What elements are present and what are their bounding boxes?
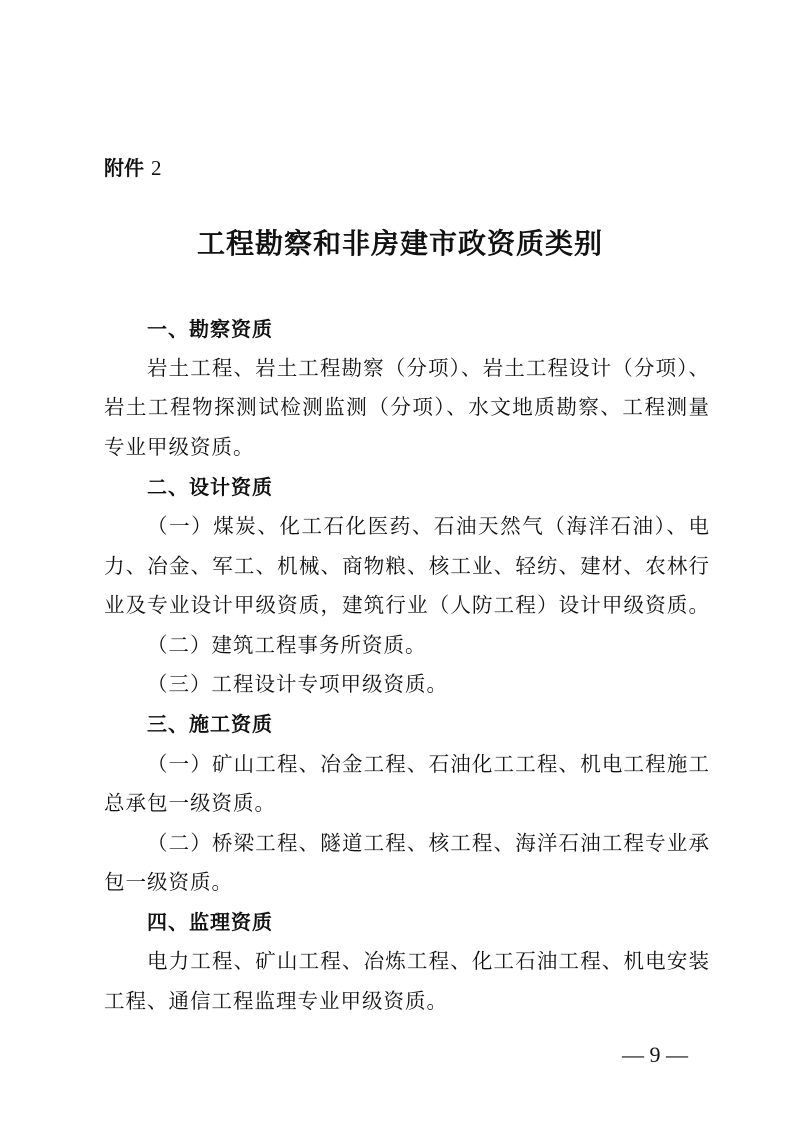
paragraph-line: （一）煤炭、化工石化医药、石油天然气（海洋石油）、电 xyxy=(147,514,710,538)
paragraph-line: （三）工程设计专项甲级资质。 xyxy=(147,672,448,696)
paragraph-line: 力、冶金、军工、机械、商物粮、核工业、轻纺、建材、农林行 xyxy=(104,554,710,578)
paragraph-line: （一）矿山工程、冶金工程、石油化工工程、机电工程施工 xyxy=(147,752,710,776)
attachment-label xyxy=(104,154,161,182)
paragraph-line: 岩土工程、岩土工程勘察（分项）、岩土工程设计（分项）、 xyxy=(147,356,710,380)
paragraph-line: （二）桥梁工程、隧道工程、核工程、海洋石油工程专业承 xyxy=(147,831,710,855)
paragraph-line: 岩土工程物探测试检测监测（分项）、水文地质勘察、工程测量 xyxy=(104,395,710,419)
attachment-label-text: 附件 xyxy=(104,156,144,180)
page-number: — 9 — xyxy=(622,1042,688,1067)
section-heading-survey: 一、勘察资质 xyxy=(147,317,273,341)
paragraph-line: 业及专业设计甲级资质，建筑行业（人防工程）设计甲级资质。 xyxy=(104,593,710,617)
paragraph-line: 专业甲级资质。 xyxy=(104,435,255,459)
paragraph-line: （二）建筑工程事务所资质。 xyxy=(147,633,427,657)
paragraph-line: 工程、通信工程监理专业甲级资质。 xyxy=(104,989,448,1013)
document-title: 工程勘察和非房建市政资质类别 xyxy=(196,227,603,260)
section-heading-design: 二、设计资质 xyxy=(147,475,273,499)
section-heading-construction: 三、施工资质 xyxy=(147,712,273,736)
paragraph-line: 总承包一级资质。 xyxy=(104,791,276,815)
section-heading-supervision: 四、监理资质 xyxy=(147,910,273,934)
paragraph-line: 电力工程、矿山工程、冶炼工程、化工石油工程、机电安装 xyxy=(147,949,710,973)
paragraph-line: 包一级资质。 xyxy=(104,870,233,894)
attachment-number: 2 xyxy=(150,156,162,180)
